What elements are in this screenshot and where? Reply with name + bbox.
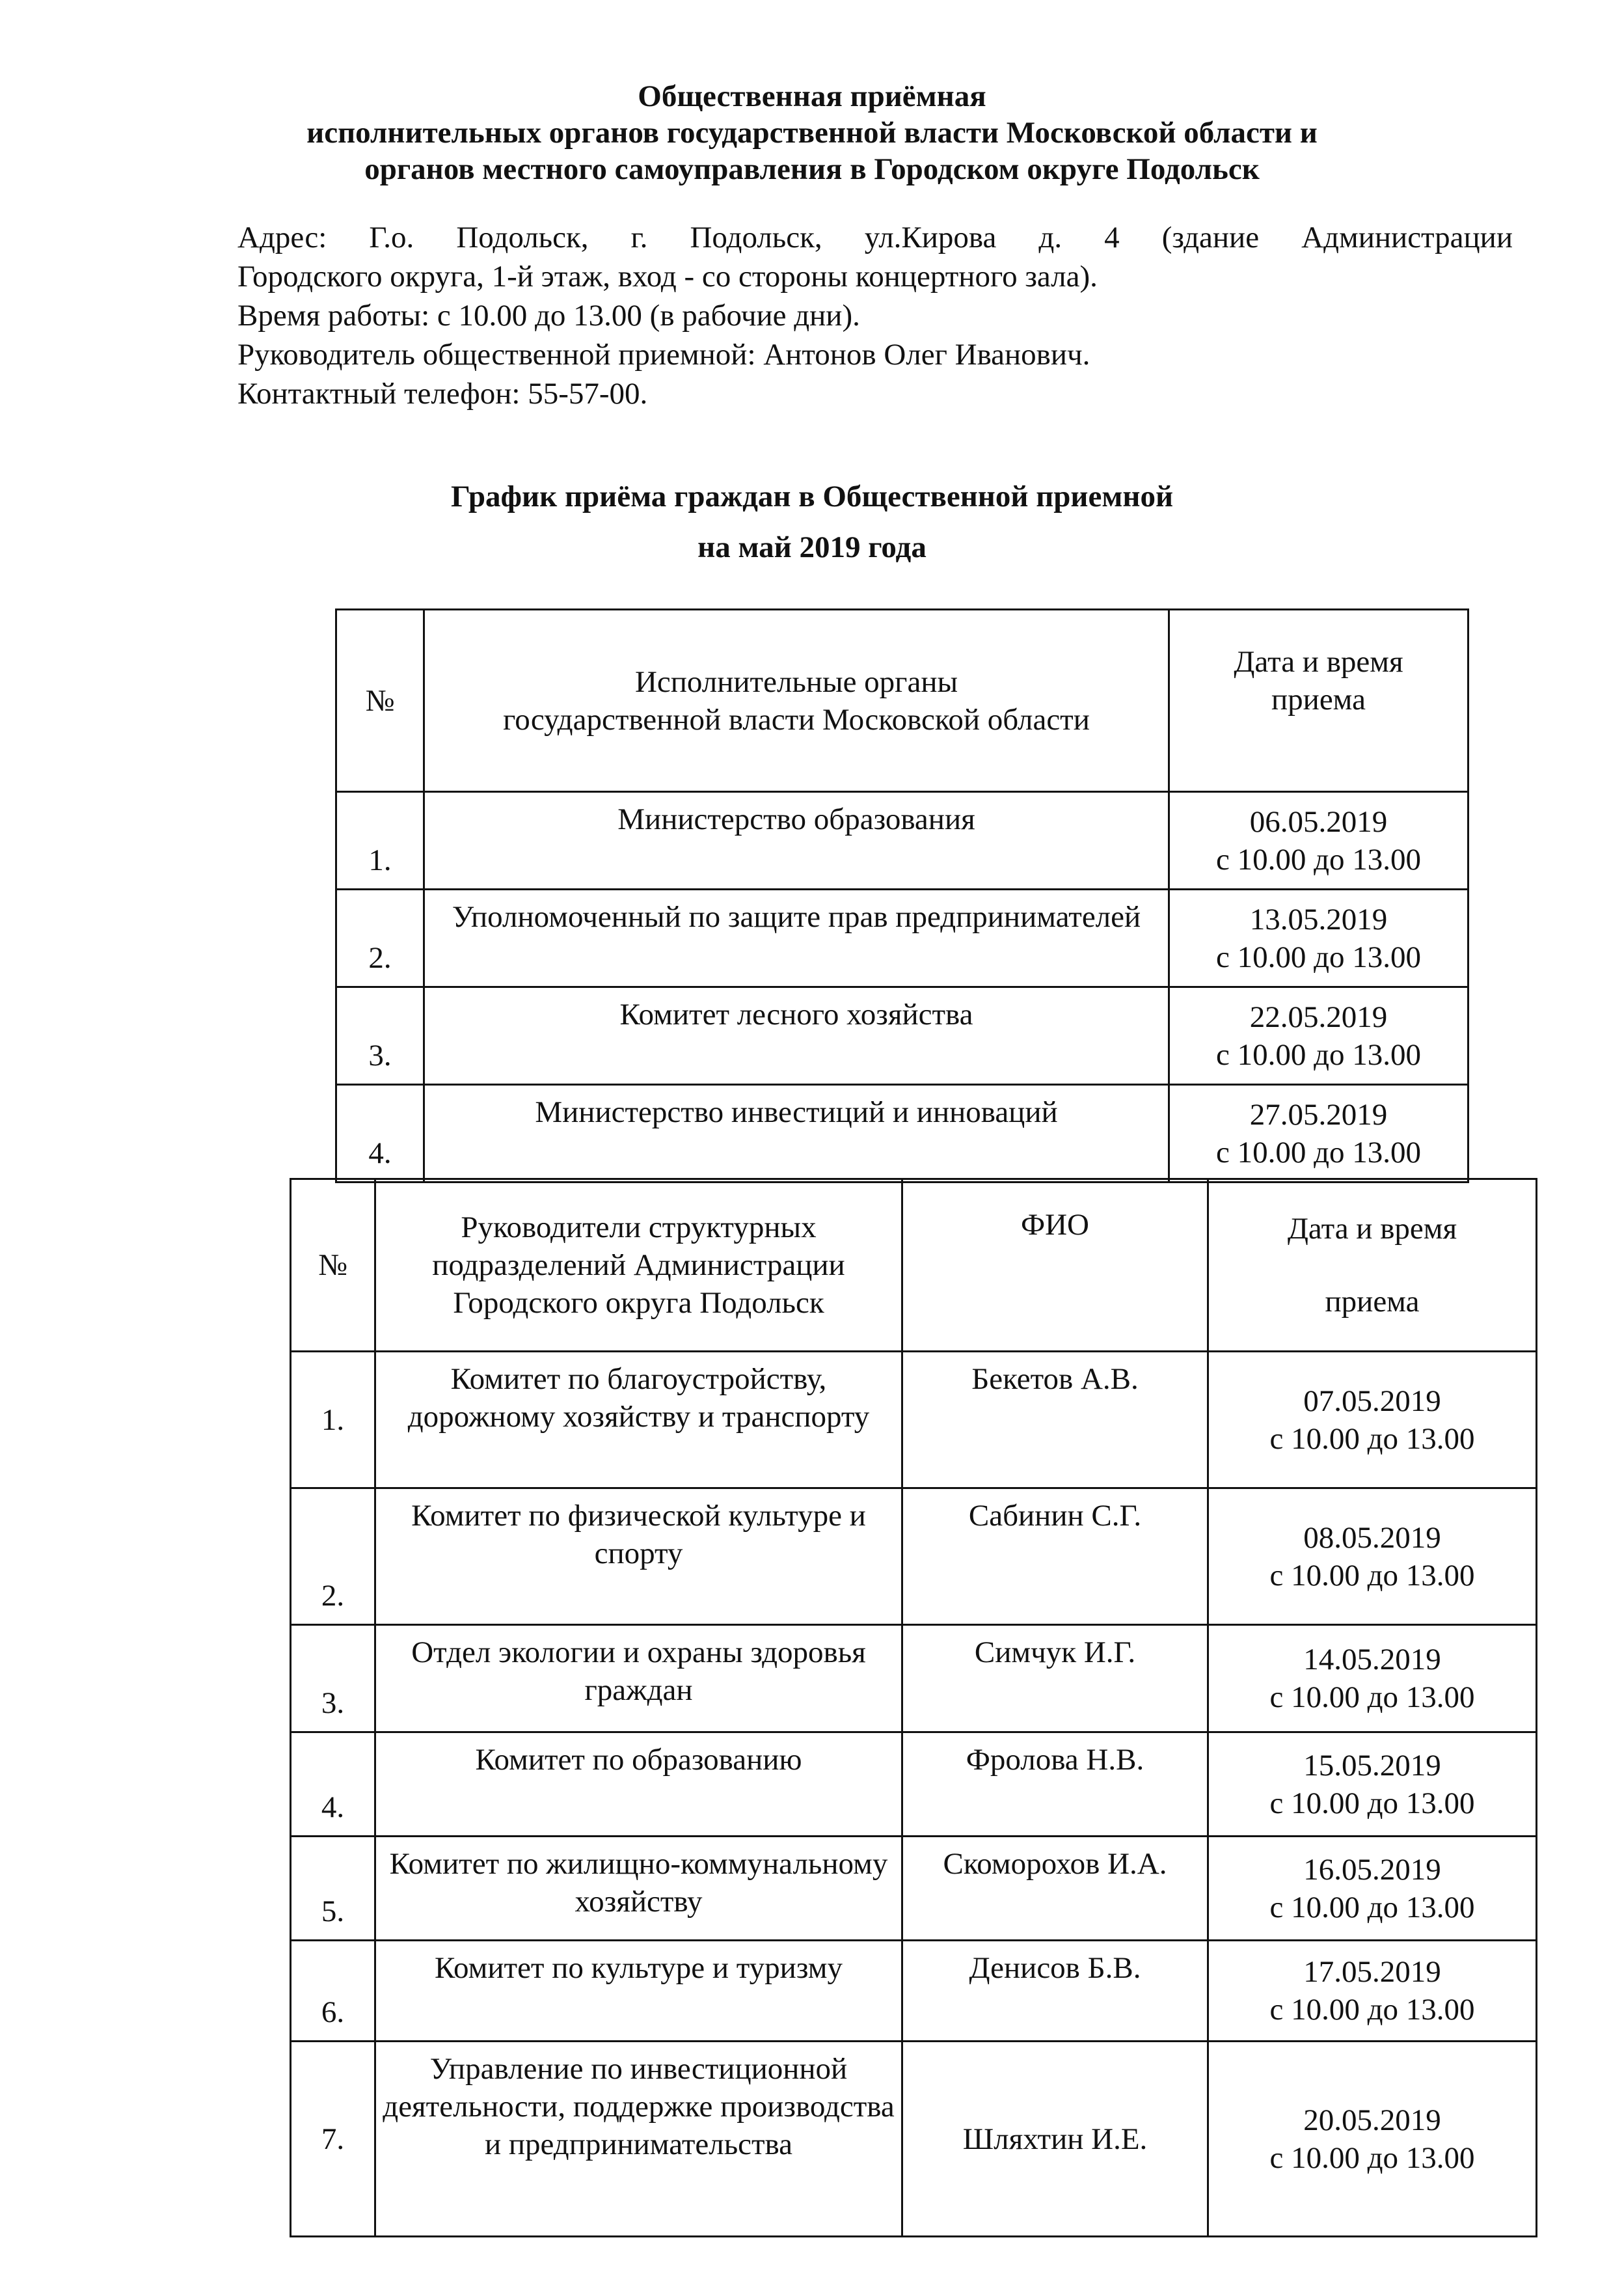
administration-heads-table: [290, 1178, 1537, 2237]
table-header-row: [336, 610, 1468, 792]
row-num: 3.: [336, 987, 424, 1085]
header-date-line2: приема: [1271, 683, 1366, 717]
row-org: Комитет лесного хозяйства: [424, 987, 1169, 1085]
row-date: [1169, 1085, 1468, 1182]
row-dept: Комитет по физической культуре и спорту: [375, 1488, 902, 1625]
row-num: 2.: [336, 890, 424, 987]
row-date: [1208, 1488, 1537, 1625]
header-num: №: [336, 610, 424, 792]
row-num: 6.: [291, 1941, 375, 2042]
header-fio: ФИО: [902, 1179, 1208, 1352]
table-row: [291, 1488, 1537, 1625]
row-num: 3.: [291, 1625, 375, 1732]
address-line2: Городского округа, 1-й этаж, вход - со стороны концертного зала).: [237, 260, 1098, 294]
table-row: [336, 890, 1468, 987]
row-org: Министерство инвестиций и инноваций: [424, 1085, 1169, 1182]
row-date-day: 14.05.2019: [1303, 1643, 1441, 1676]
row-org: Министерство образования: [424, 792, 1169, 890]
header-line2: исполнительных органов государственной власти Московской области и: [306, 116, 1318, 150]
row-dept: Отдел экологии и охраны здоровья граждан: [375, 1625, 902, 1732]
row-date-day: 22.05.2019: [1249, 1000, 1388, 1034]
header-num: №: [291, 1179, 375, 1352]
row-date-day: 08.05.2019: [1303, 1520, 1441, 1555]
row-date-day: 27.05.2019: [1249, 1097, 1388, 1132]
header-date-line1: Дата и время: [1287, 1212, 1457, 1246]
reception-head: Руководитель общественной приемной: Антонов Олег Иванович.: [237, 338, 1090, 372]
header-date-line2: приема: [1325, 1285, 1420, 1319]
row-date-time: с 10.00 до 13.00: [1269, 1680, 1475, 1714]
row-date: [1208, 2042, 1537, 2237]
row-num: 5.: [291, 1837, 375, 1941]
header-date: [1169, 610, 1468, 792]
header-line1: Общественная приёмная: [638, 79, 986, 113]
row-num: 1.: [336, 792, 424, 890]
table-row: [291, 1625, 1537, 1732]
header-date-line1: Дата и время: [1234, 645, 1403, 679]
row-date-day: 20.05.2019: [1303, 2103, 1441, 2137]
row-fio: Шляхтин И.Е.: [902, 2042, 1208, 2237]
row-date-time: с 10.00 до 13.00: [1269, 1890, 1475, 1924]
contact-phone: Контактный телефон: 55-57-00.: [237, 377, 648, 411]
row-date: [1208, 1837, 1537, 1941]
row-date: [1169, 987, 1468, 1085]
header-org: [424, 610, 1169, 792]
header-dept: Руководители структурных подразделений Администрации Городского округа Подольск: [375, 1179, 902, 1352]
row-date: [1208, 1352, 1537, 1488]
row-num: 1.: [291, 1352, 375, 1488]
header-org-line1: Исполнительные органы: [634, 664, 958, 699]
row-date: [1208, 1625, 1537, 1732]
row-date: [1208, 1941, 1537, 2042]
header-date: [1208, 1179, 1537, 1352]
table-row: [291, 1837, 1537, 1941]
row-dept: Управление по инвестиционной деятельности, поддержке производства и предпринимательства: [375, 2042, 902, 2237]
row-fio: Денисов Б.В.: [902, 1941, 1208, 2042]
table-row: [336, 1085, 1468, 1182]
table-row: [291, 1941, 1537, 2042]
row-date-time: с 10.00 до 13.00: [1269, 1421, 1475, 1456]
row-dept: Комитет по образованию: [375, 1732, 902, 1837]
row-date-day: 07.05.2019: [1303, 1384, 1441, 1418]
header-org-line2: государственной власти Московской области: [503, 702, 1090, 737]
table-header-row: [291, 1179, 1537, 1352]
row-org: Уполномоченный по защите прав предпринимателей: [424, 890, 1169, 987]
table-row: [336, 987, 1468, 1085]
header-title: [0, 78, 1624, 187]
contact-info: [237, 218, 1513, 413]
table-row: [291, 1732, 1537, 1837]
row-num: 2.: [291, 1488, 375, 1625]
row-date-day: 06.05.2019: [1249, 804, 1388, 839]
row-date-time: с 10.00 до 13.00: [1269, 1786, 1475, 1820]
schedule-title: [0, 478, 1624, 566]
row-date-time: с 10.00 до 13.00: [1215, 1135, 1422, 1169]
row-num: 4.: [291, 1732, 375, 1837]
row-dept: Комитет по культуре и туризму: [375, 1941, 902, 2042]
row-num: 4.: [336, 1085, 424, 1182]
schedule-title-line1: График приёма граждан в Общественной приемной: [450, 480, 1174, 513]
row-fio: Фролова Н.В.: [902, 1732, 1208, 1837]
row-date-time: с 10.00 до 13.00: [1215, 842, 1422, 877]
row-fio: Симчук И.Г.: [902, 1625, 1208, 1732]
row-date-time: с 10.00 до 13.00: [1269, 1993, 1475, 2027]
table-row: [291, 2042, 1537, 2237]
address-line1: Адрес: Г.о. Подольск, г. Подольск, ул.Кирова д. 4 (здание Администрации: [237, 221, 1513, 254]
row-date-time: с 10.00 до 13.00: [1215, 1037, 1422, 1072]
header-line3: органов местного самоуправления в Городском округе Подольск: [364, 152, 1260, 186]
row-date-day: 16.05.2019: [1303, 1852, 1441, 1887]
row-date: [1208, 1732, 1537, 1837]
row-date-day: 15.05.2019: [1303, 1748, 1441, 1783]
row-date-time: с 10.00 до 13.00: [1269, 2140, 1475, 2175]
row-fio: Скоморохов И.А.: [902, 1837, 1208, 1941]
table-row: [336, 792, 1468, 890]
row-date-time: с 10.00 до 13.00: [1215, 940, 1422, 974]
working-hours: Время работы: с 10.00 до 13.00 (в рабочие дни).: [237, 299, 860, 333]
schedule-title-line2: на май 2019 года: [697, 530, 927, 564]
row-date-day: 13.05.2019: [1249, 902, 1388, 936]
row-dept: Комитет по благоустройству, дорожному хозяйству и транспорту: [375, 1352, 902, 1488]
row-date-time: с 10.00 до 13.00: [1269, 1558, 1475, 1592]
regional-bodies-table: [335, 608, 1469, 1183]
row-num: 7.: [291, 2042, 375, 2237]
table-row: [291, 1352, 1537, 1488]
row-dept: Комитет по жилищно-коммунальному хозяйству: [375, 1837, 902, 1941]
row-fio: Бекетов А.В.: [902, 1352, 1208, 1488]
row-date: [1169, 792, 1468, 890]
row-date-day: 17.05.2019: [1303, 1955, 1441, 1989]
row-date: [1169, 890, 1468, 987]
row-fio: Сабинин С.Г.: [902, 1488, 1208, 1625]
